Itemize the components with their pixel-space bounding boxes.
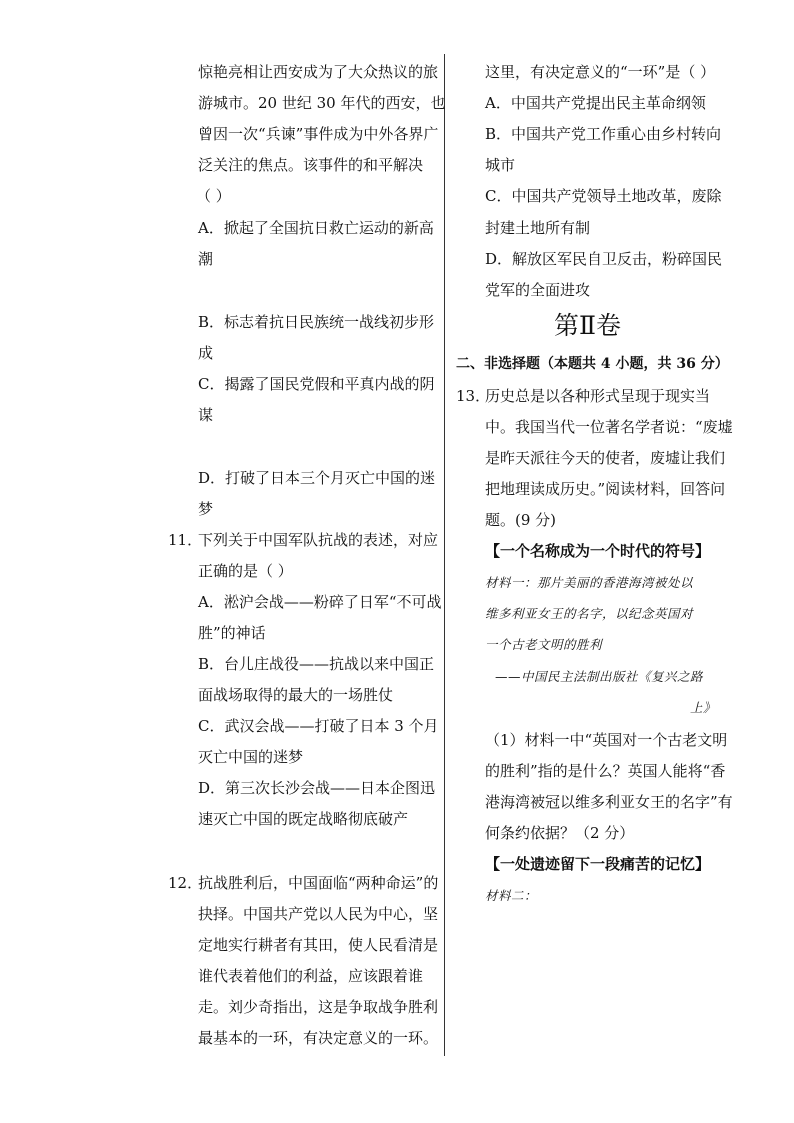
q12-stem-line: 走。刘少奇指出，这是争取战争胜利 xyxy=(198,998,439,1016)
q10-option-a: A．掀起了全国抗日救亡运动的新高 xyxy=(198,219,434,237)
q12-option-d: D．解放区军民自卫反击，粉碎国民 xyxy=(485,250,723,268)
q12-stem-line: 抗战胜利后，中国面临“两种命运”的 xyxy=(198,874,439,892)
q12-stem-line: 谁代表着他们的利益，应该跟着谁 xyxy=(198,967,424,985)
material-1-line: 材料一：那片美丽的香港海湾被处以 xyxy=(485,575,694,590)
material-1-source: ——中国民主法制出版社《复兴之路 xyxy=(495,669,704,684)
q10-stem-line: 泛关注的焦点。该事件的和平解决 xyxy=(198,156,424,174)
material-heading-2: 【一处遗迹留下一段痛苦的记忆】 xyxy=(485,855,711,873)
q10-option-c: 谋 xyxy=(198,406,214,424)
q10-option-b: B．标志着抗日民族统一战线初步形 xyxy=(198,313,435,331)
material-1-source: 上》 xyxy=(690,700,717,715)
q10-stem-line: 游城市。20 世纪 30 年代的西安，也 xyxy=(198,94,446,112)
q12-option-a: A．中国共产党提出民主革命纲领 xyxy=(485,94,706,112)
q11-option-b: 面战场取得的最大的一场胜仗 xyxy=(198,686,394,704)
q10-stem-line: 惊艳亮相让西安成为了大众热议的旅 xyxy=(198,63,439,81)
q11-stem-line: 下列关于中国军队抗战的表述，对应 xyxy=(198,531,439,549)
q12-option-b: 城市 xyxy=(485,156,516,174)
q13-stem-line: 历史总是以各种形式呈现于现实当 xyxy=(485,387,711,405)
q12-stem-line: 定地实行耕者有其田，使人民看清是 xyxy=(198,936,439,954)
q11-option-c: C．武汉会战——打破了日本 3 个月 xyxy=(198,717,439,735)
q12-option-c: C．中国共产党领导土地改革，废除 xyxy=(485,187,722,205)
q11-stem-line: 正确的是（ ） xyxy=(198,562,293,580)
q12-option-b: B．中国共产党工作重心由乡村转向 xyxy=(485,125,722,143)
q13-stem-line: 把地理读成历史。”阅读材料，回答问 xyxy=(485,480,726,498)
q10-stem-line: 曾因一次“兵谏”事件成为中外各界广 xyxy=(198,125,439,143)
q11-option-b: B．台儿庄战役——抗战以来中国正 xyxy=(198,655,435,673)
q12-stem-line: 抉择。中国共产党以人民为中心，坚 xyxy=(198,905,439,923)
q12-option-c: 封建土地所有制 xyxy=(485,219,591,237)
q13-stem-line: 题。(9 分) xyxy=(485,511,557,529)
q13-sub1-line: 港海湾被冠以维多利亚女王的名字”有 xyxy=(485,793,733,811)
q12-stem-continued: 这里，有决定意义的“一环”是（ ） xyxy=(485,63,716,81)
q12-number: 12． xyxy=(168,874,203,892)
q11-option-d: D．第三次长沙会战——日本企图迅 xyxy=(198,779,436,797)
material-heading-1: 【一个名称成为一个时代的符号】 xyxy=(485,542,711,560)
q11-option-a: A．淞沪会战——粉碎了日军“不可战 xyxy=(198,593,442,611)
q11-option-a: 胜”的神话 xyxy=(198,624,266,642)
q13-sub1-line: 何条约依据？（2 分） xyxy=(485,824,635,842)
q10-answer-paren: （ ） xyxy=(196,187,231,205)
q10-option-a: 潮 xyxy=(198,250,214,268)
section-title: 第Ⅱ卷 xyxy=(554,311,621,340)
column-divider xyxy=(444,54,445,1056)
q13-stem-line: 中。我国当代一位著名学者说：“废墟 xyxy=(485,418,733,436)
q11-option-c: 灭亡中国的迷梦 xyxy=(198,748,304,766)
q11-number: 11． xyxy=(168,531,203,549)
q10-option-d: D．打破了日本三个月灭亡中国的迷 xyxy=(198,469,436,487)
material-1-line: 维多利亚女王的名字，以纪念英国对 xyxy=(485,606,694,621)
q12-stem-line: 最基本的一环，有决定意义的一环。 xyxy=(198,1029,439,1047)
q13-sub1-line: 的胜利”指的是什么？英国人能将“香 xyxy=(485,762,726,780)
q13-stem-line: 是昨天派往今天的使者，废墟让我们 xyxy=(485,449,726,467)
q10-option-d: 梦 xyxy=(198,500,214,518)
section-heading: 二、非选择题（本题共 4 小题，共 36 分） xyxy=(456,356,729,372)
q12-option-d: 党军的全面进攻 xyxy=(485,281,591,299)
material-2-label: 材料二： xyxy=(485,888,538,903)
q10-option-b: 成 xyxy=(198,344,214,362)
q13-sub1-line: （1）材料一中“英国对一个古老文明 xyxy=(485,731,728,749)
q11-option-d: 速灭亡中国的既定战略彻底破产 xyxy=(198,810,409,828)
q10-option-c: C．揭露了国民党假和平真内战的阴 xyxy=(198,375,435,393)
q13-number: 13． xyxy=(456,387,491,405)
material-1-line: 一个古老文明的胜利 xyxy=(485,637,603,652)
